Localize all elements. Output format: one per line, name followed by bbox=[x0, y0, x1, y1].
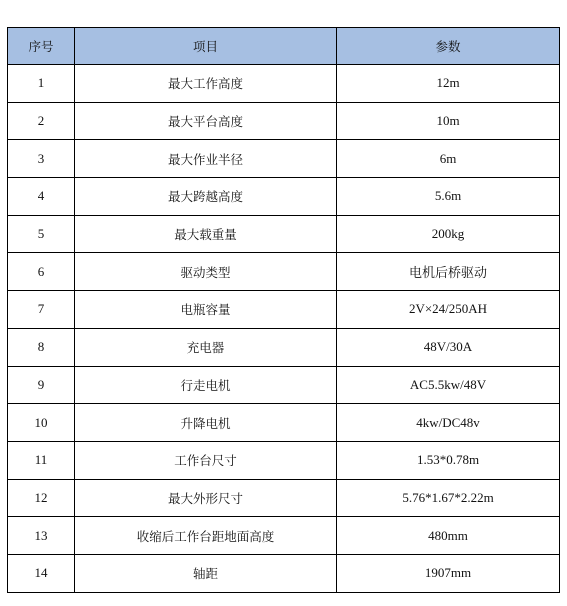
row-item-cell: 最大载重量 bbox=[75, 215, 337, 253]
row-index-cell: 13 bbox=[8, 517, 75, 555]
row-parameter-cell: 200kg bbox=[337, 215, 560, 253]
table-row bbox=[8, 178, 560, 216]
row-parameter-cell: 1907mm bbox=[337, 554, 560, 592]
row-item-cell: 收缩后工作台距地面高度 bbox=[75, 517, 337, 555]
row-index-cell: 14 bbox=[8, 554, 75, 592]
table-row bbox=[8, 215, 560, 253]
row-item-cell: 升降电机 bbox=[75, 404, 337, 442]
row-index-cell: 12 bbox=[8, 479, 75, 517]
table-body bbox=[8, 65, 560, 593]
row-parameter-cell: 6m bbox=[337, 140, 560, 178]
row-index-cell: 2 bbox=[8, 102, 75, 140]
row-index-cell: 4 bbox=[8, 178, 75, 216]
row-index-cell: 10 bbox=[8, 404, 75, 442]
table-row bbox=[8, 554, 560, 592]
header-index: 序号 bbox=[8, 28, 75, 65]
row-parameter-cell: 1.53*0.78m bbox=[337, 441, 560, 479]
row-index-cell: 3 bbox=[8, 140, 75, 178]
row-item-cell: 最大平台高度 bbox=[75, 102, 337, 140]
header-row bbox=[8, 28, 560, 65]
table-row bbox=[8, 65, 560, 103]
row-parameter-cell: 2V×24/250AH bbox=[337, 291, 560, 329]
table-row bbox=[8, 253, 560, 291]
row-index-cell: 5 bbox=[8, 215, 75, 253]
row-index-cell: 9 bbox=[8, 366, 75, 404]
row-index-cell: 7 bbox=[8, 291, 75, 329]
row-item-cell: 行走电机 bbox=[75, 366, 337, 404]
table-header bbox=[8, 28, 560, 65]
header-parameter: 参数 bbox=[337, 28, 560, 65]
spec-table bbox=[7, 27, 560, 593]
row-parameter-cell: 12m bbox=[337, 65, 560, 103]
row-parameter-cell: 48V/30A bbox=[337, 328, 560, 366]
row-index-cell: 11 bbox=[8, 441, 75, 479]
header-item: 项目 bbox=[75, 28, 337, 65]
row-parameter-cell: 5.76*1.67*2.22m bbox=[337, 479, 560, 517]
row-item-cell: 驱动类型 bbox=[75, 253, 337, 291]
row-parameter-cell: 10m bbox=[337, 102, 560, 140]
row-parameter-cell: 5.6m bbox=[337, 178, 560, 216]
row-parameter-cell: AC5.5kw/48V bbox=[337, 366, 560, 404]
row-item-cell: 工作台尺寸 bbox=[75, 441, 337, 479]
table-row bbox=[8, 291, 560, 329]
row-item-cell: 最大工作高度 bbox=[75, 65, 337, 103]
row-item-cell: 充电器 bbox=[75, 328, 337, 366]
row-parameter-cell: 480mm bbox=[337, 517, 560, 555]
table-row bbox=[8, 404, 560, 442]
table-row bbox=[8, 140, 560, 178]
table-row bbox=[8, 328, 560, 366]
row-index-cell: 1 bbox=[8, 65, 75, 103]
row-item-cell: 最大跨越高度 bbox=[75, 178, 337, 216]
row-index-cell: 6 bbox=[8, 253, 75, 291]
table-row bbox=[8, 366, 560, 404]
row-index-cell: 8 bbox=[8, 328, 75, 366]
row-item-cell: 轴距 bbox=[75, 554, 337, 592]
table-row bbox=[8, 479, 560, 517]
row-parameter-cell: 电机后桥驱动 bbox=[337, 253, 560, 291]
row-item-cell: 最大作业半径 bbox=[75, 140, 337, 178]
table-row bbox=[8, 102, 560, 140]
row-item-cell: 电瓶容量 bbox=[75, 291, 337, 329]
table-row bbox=[8, 517, 560, 555]
row-item-cell: 最大外形尺寸 bbox=[75, 479, 337, 517]
table-row bbox=[8, 441, 560, 479]
row-parameter-cell: 4kw/DC48v bbox=[337, 404, 560, 442]
